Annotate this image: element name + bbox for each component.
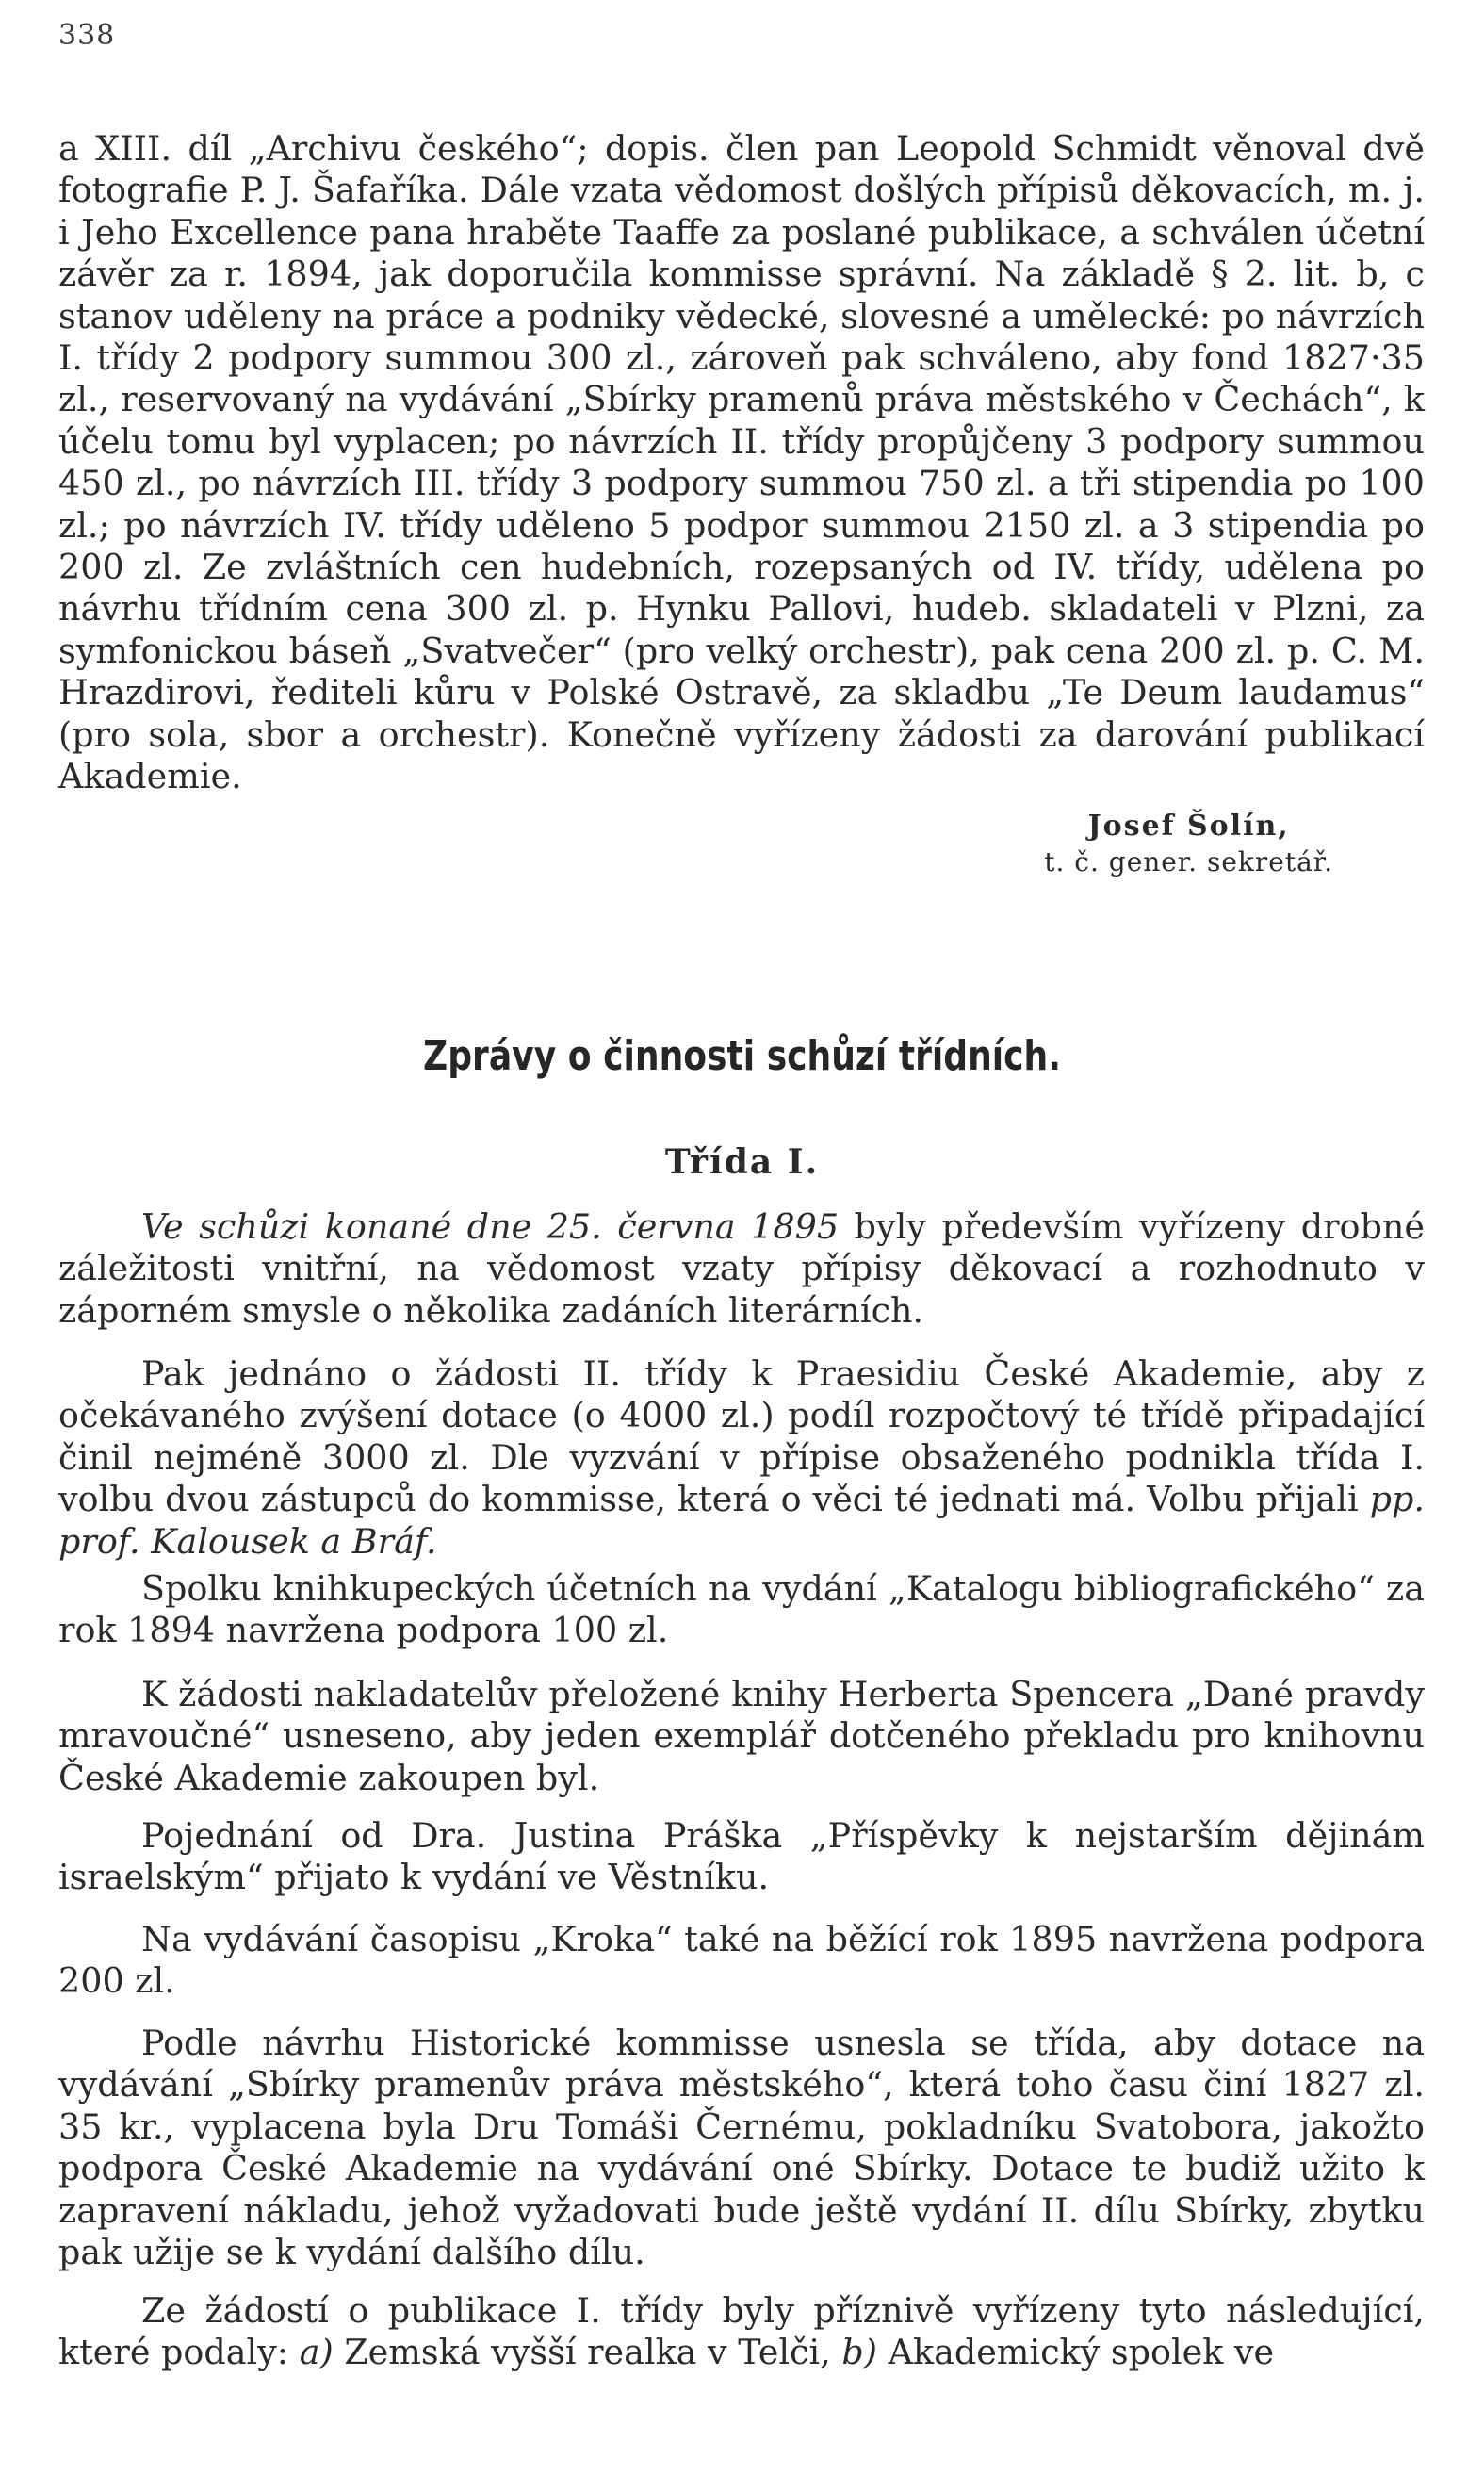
signature-block xyxy=(1044,809,1333,880)
paragraph-sbirka: Podle návrhu Historické kommisse usnesla se třída, aby dotace na vydávání „Sbírky pramenův práva městského“, která toho času činí 1827 zl. 35 kr., vyplacena byla Dru Tomáši Černému, pokladníku Svatobora, jakožto podpora České Akademie na vydávání oné Sbírky. Dotace te budiž užito k zapravení nákladu, jehož vyžadovati bude ještě vydání II. dílu Sbírky, zbytku pak užije se k vydání dalšího dílu. xyxy=(58,2023,1425,2273)
paragraph-spolek: Spolku knihkupeckých účetních na vydání „Katalogu bibliografického“ za rok 1894 navržena podpora 100 zl. xyxy=(58,1568,1425,1651)
paragraph-text: Ze žádostí o publikace I. třídy byly příznivě vyřízeny tyto následující, které podaly: xyxy=(58,2290,1425,2373)
signature-title: t. č. gener. sekretář. xyxy=(1044,846,1333,877)
page-number: 338 xyxy=(58,19,116,52)
class-heading: Třída I. xyxy=(664,1142,820,1182)
list-marker-a: a) xyxy=(299,2332,334,2373)
paragraph-publikace xyxy=(58,2290,1425,2374)
intro-paragraph: a XIII. díl „Archivu českého“; dopis. člen pan Leopold Schmidt věnoval dvě fotografie P. J. Šafaříka. Dále vzata vědomost došlých přípisů děkovacích, m. j. i Jeho Excellence pana hraběte Taaffe za poslané publikace, a schválen účetní závěr za r. 1894, jak doporučila kommisse správní. Na základě § 2. lit. b, c stanov uděleny na práce a podniky vědecké, slovesné a umělecké: po návrzích I. třídy 2 podpory summou 300 zl., zároveň pak schváleno, aby fond 1827·35 zl., reservovaný na vydávání „Sbírky pramenů práva městského v Čechách“, k účelu tomu byl vyplacen; po návrzích II. třídy propůjčeny 3 podpory summou 450 zl., po návrzích III. třídy 3 podpory summou 750 zl. a tři stipendia po 100 zl.; po návrzích IV. třídy uděleno 5 podpor summou 2150 zl. a 3 stipendia po 200 zl. Ze zvláštních cen hudebních, rozepsaných od IV. třídy, udělena po návrhu třídním cena 300 zl. p. Hynku Pallovi, hudeb. skladateli v Plzni, za symfonickou báseň „Svatvečer“ (pro velký orchestr), pak cena 200 zl. p. C. M. Hrazdirovi, řediteli kůru v Polské Ostravě, za skladbu „Te Deum laudamus“ (pro sola, sbor a orchestr). Konečně vyřízeny žádosti za darování publikací Akademie. xyxy=(58,128,1425,797)
paragraph-text: byly především vyřízeny drobné záležitosti vnitřní, na vědomost vzaty přípisy děkovací a rozhodnuto v záporném smysle o několika zadáních literárních. xyxy=(58,1206,1425,1331)
list-item-b: Akademický spolek ve xyxy=(877,2332,1275,2373)
paragraph-italic-tail: pp. prof. Kalousek a Bráf. xyxy=(58,1479,1425,1562)
paragraph-text: Pak jednáno o žádosti II. třídy k Praesidiu České Akademie, aby z očekávaného zvýšení dotace (o 4000 zl.) podíl rozpočtový té třídě připadající činil nejméně 3000 zl. Dle vyzvání v přípise obsaženého podnikla třída I. volbu dvou zástupců do kommisse, která o věci té jednati má. Volbu přijali xyxy=(58,1353,1425,1520)
meeting-date-lead: Ve schůzi konané dne 25. června 1895 xyxy=(141,1206,840,1247)
list-item-a: Zemská vyšší realka v Telči, xyxy=(333,2332,842,2373)
section-title: Zprávy o činnosti schůzí třídních. xyxy=(423,1032,1061,1080)
paragraph-spencer: K žádosti nakladatelův přeložené knihy Herberta Spencera „Dané pravdy mravoučné“ usneseno, aby jeden exemplář dotčeného překladu pro knihovnu České Akademie zakoupen byl. xyxy=(58,1674,1425,1798)
paragraph-prasek: Pojednání od Dra. Justina Práška „Příspěvky k nejstarším dějinám israelským“ přijato k vydání ve Věstníku. xyxy=(58,1815,1425,1898)
signature-name: Josef Šolín, xyxy=(1087,810,1290,843)
paragraph-dotace xyxy=(58,1353,1425,1563)
paragraph-meeting xyxy=(58,1206,1425,1332)
list-marker-b: b) xyxy=(841,2332,877,2373)
paragraph-krok: Na vydávání časopisu „Kroka“ také na běžící rok 1895 navržena podpora 200 zl. xyxy=(58,1919,1425,2002)
